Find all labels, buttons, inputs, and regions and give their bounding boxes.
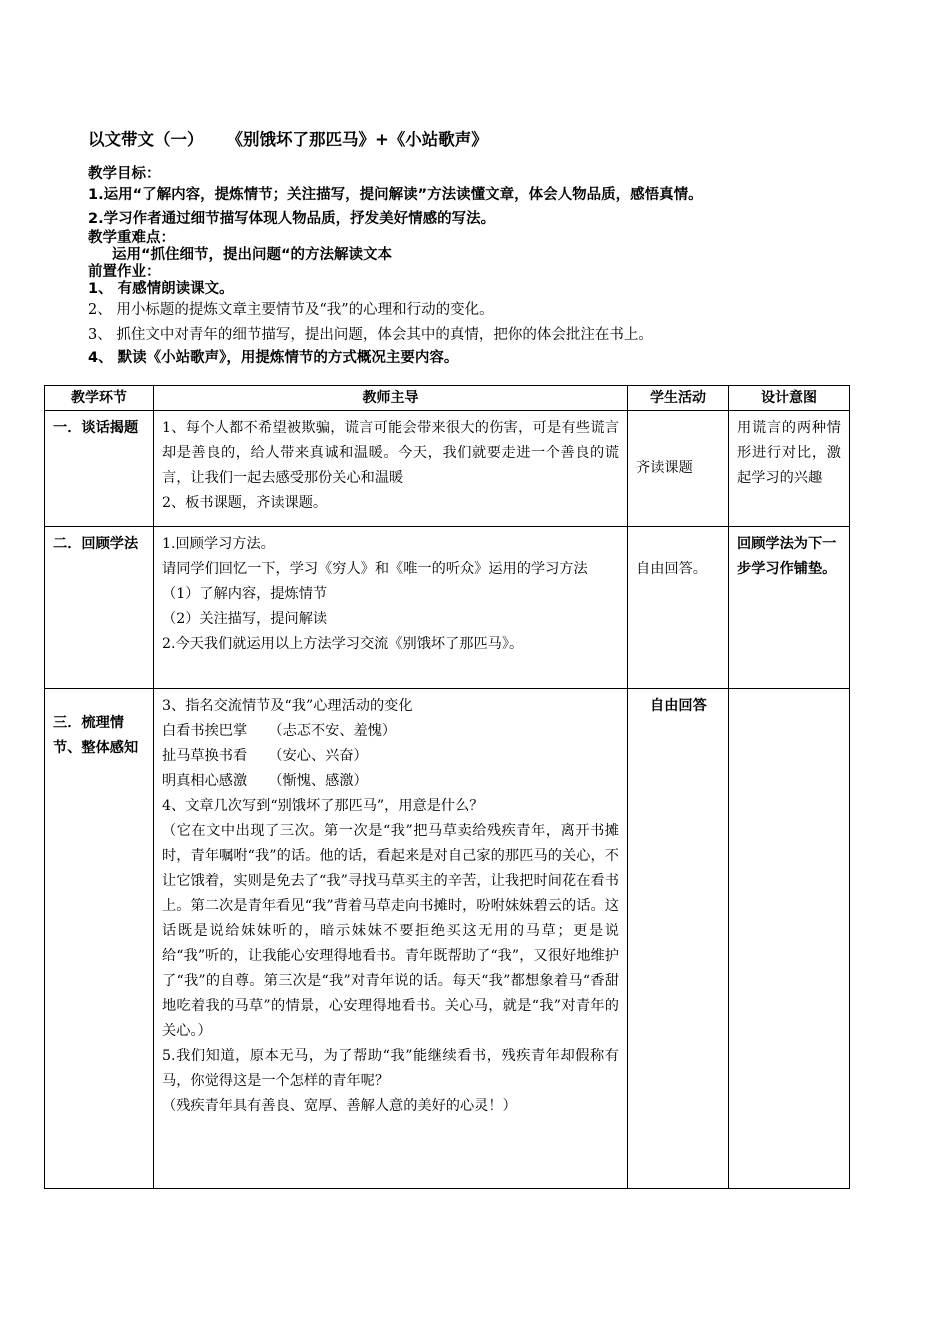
lesson-plan-table (44, 385, 850, 1189)
objective-1 (88, 187, 703, 204)
table-row (45, 527, 850, 689)
row3-teacher-p6: （它在文中出现了三次。第一次是“我”把马草卖给残疾青年，离开书摊时，青年嘱咐“我”的话。他的话，看起来是对自己家的那匹马的关心，不让它饿着，实则是免去了“我”寻找马草买主的辛苦，让我把时间花在看书上。第二次是青年看见“我”背着马草走向书摊时，吩咐妹妹碧云的话。这话既是说给妹妹听的，暗示妹妹不要拒绝买这无用的马草；更是说给“我”听的，让我能心安理得地看书。青年既帮助了“我”，又很好地维护了“我”的自尊。第三次是“我”对青年说的话。每天“我”都想象着马“香甜地吃着我的马草”的情景，心安理得地看书。关心马，就是“我”对青年的关心。） (162, 823, 619, 1039)
row2-teacher (154, 527, 628, 689)
row1-intent: 用谎言的两种情形进行对比，激起学习的兴趣 (729, 411, 850, 527)
preview-item-2: 2、 用小标题的提炼文章主要情节及“我”的心理和行动的变化。 (88, 302, 494, 318)
header-teacher: 教师主导 (154, 386, 628, 411)
key-points-text: 运用“抓住细节，提出问题“的方法解读文本 (112, 247, 393, 263)
objective-2: 2.学习作者通过细节描写体现人物品质，抒发美好情感的写法。 (88, 211, 496, 227)
row2-teacher-p1: 1.回顾学习方法。 (162, 536, 275, 552)
row1-teacher-p2: 2、板书课题，齐读课题。 (162, 495, 328, 511)
row3-teacher-p5: 4、文章几次写到“别饿坏了那匹马”，用意是什么？ (162, 798, 484, 814)
row1-teacher-p1: 1、每个人都不希望被欺骗，谎言可能会带来很大的伤害，可是有些谎言却是善良的，给人带来真诚和温暖。今天，我们就要走进一个善良的谎言，让我们一起去感受那份关心和温暖 (162, 420, 619, 486)
preview-item-3: 3、 抓住文中对青年的细节描写，提出问题，体会其中的真情，把你的体会批注在书上。 (88, 327, 653, 343)
row3-intent (729, 689, 850, 1189)
row3-teacher (154, 689, 628, 1189)
row3-teacher-p8: （残疾青年具有善良、宽厚、善解人意的美好的心灵！） (162, 1098, 517, 1114)
header-stage: 教学环节 (45, 386, 154, 411)
key-points-heading: 教学重难点： (88, 230, 175, 246)
row1-stage: 一．谈话揭题 (45, 411, 154, 527)
row3-teacher-p1: 3、指名交流情节及“我”心理活动的变化 (162, 698, 413, 714)
row3-teacher-p2: 白看书挨巴掌 （忐忑不安、羞愧） (162, 723, 397, 739)
objective-1-b: “了解内容，提炼情节；关注描写，提问解读” (132, 187, 428, 203)
header-student: 学生活动 (628, 386, 729, 411)
row2-stage: 二．回顾学法 (45, 527, 154, 689)
preview-item-4: 4、 默读《小站歌声》，用提炼情节的方式概况主要内容。 (88, 350, 459, 366)
page-title: 以文带文（一） 《别饿坏了那匹马》+《小站歌声》 (88, 130, 488, 149)
objective-1-a: 运用 (103, 187, 133, 203)
row2-student: 自由回答。 (628, 527, 729, 689)
objectives-heading: 教学目标： (88, 166, 161, 182)
row3-teacher-p7: 5.我们知道，原本无马，为了帮助“我”能继续看书，残疾青年却假称有马，你觉得这是一个怎样的青年呢？ (162, 1048, 619, 1089)
row2-teacher-p3: （1）了解内容，提炼情节 (162, 586, 328, 602)
row3-teacher-p3: 扯马草换书看 （安心、兴奋） (162, 748, 368, 764)
header-intent: 设计意图 (729, 386, 850, 411)
table-row (45, 689, 850, 1189)
preview-heading: 前置作业： (88, 264, 161, 280)
row1-teacher (154, 411, 628, 527)
table-row (45, 411, 850, 527)
preview-item-1: 1、 有感情朗读课文。 (88, 281, 234, 297)
row3-teacher-p4: 明真相心感激 （惭愧、感激） (162, 773, 368, 789)
row2-intent: 回顾学法为下一步学习作铺垫。 (729, 527, 850, 689)
row1-student: 齐读课题 (628, 411, 729, 527)
row2-teacher-p4: （2）关注描写，提问解读 (162, 611, 328, 627)
row2-teacher-p5: 2.今天我们就运用以上方法学习交流《别饿坏了那匹马》。 (162, 636, 524, 652)
row3-stage: 三．梳理情节、整体感知 (45, 689, 154, 1189)
objective-1-prefix: 1. (88, 187, 104, 203)
row3-student: 自由回答 (628, 689, 729, 1189)
row2-teacher-p2: 请同学们回忆一下，学习《穷人》和《唯一的听众》运用的学习方法 (162, 561, 588, 577)
objective-1-c: 方法读懂文章，体会人物品质，感悟真情。 (427, 187, 703, 203)
table-header-row (45, 386, 850, 411)
